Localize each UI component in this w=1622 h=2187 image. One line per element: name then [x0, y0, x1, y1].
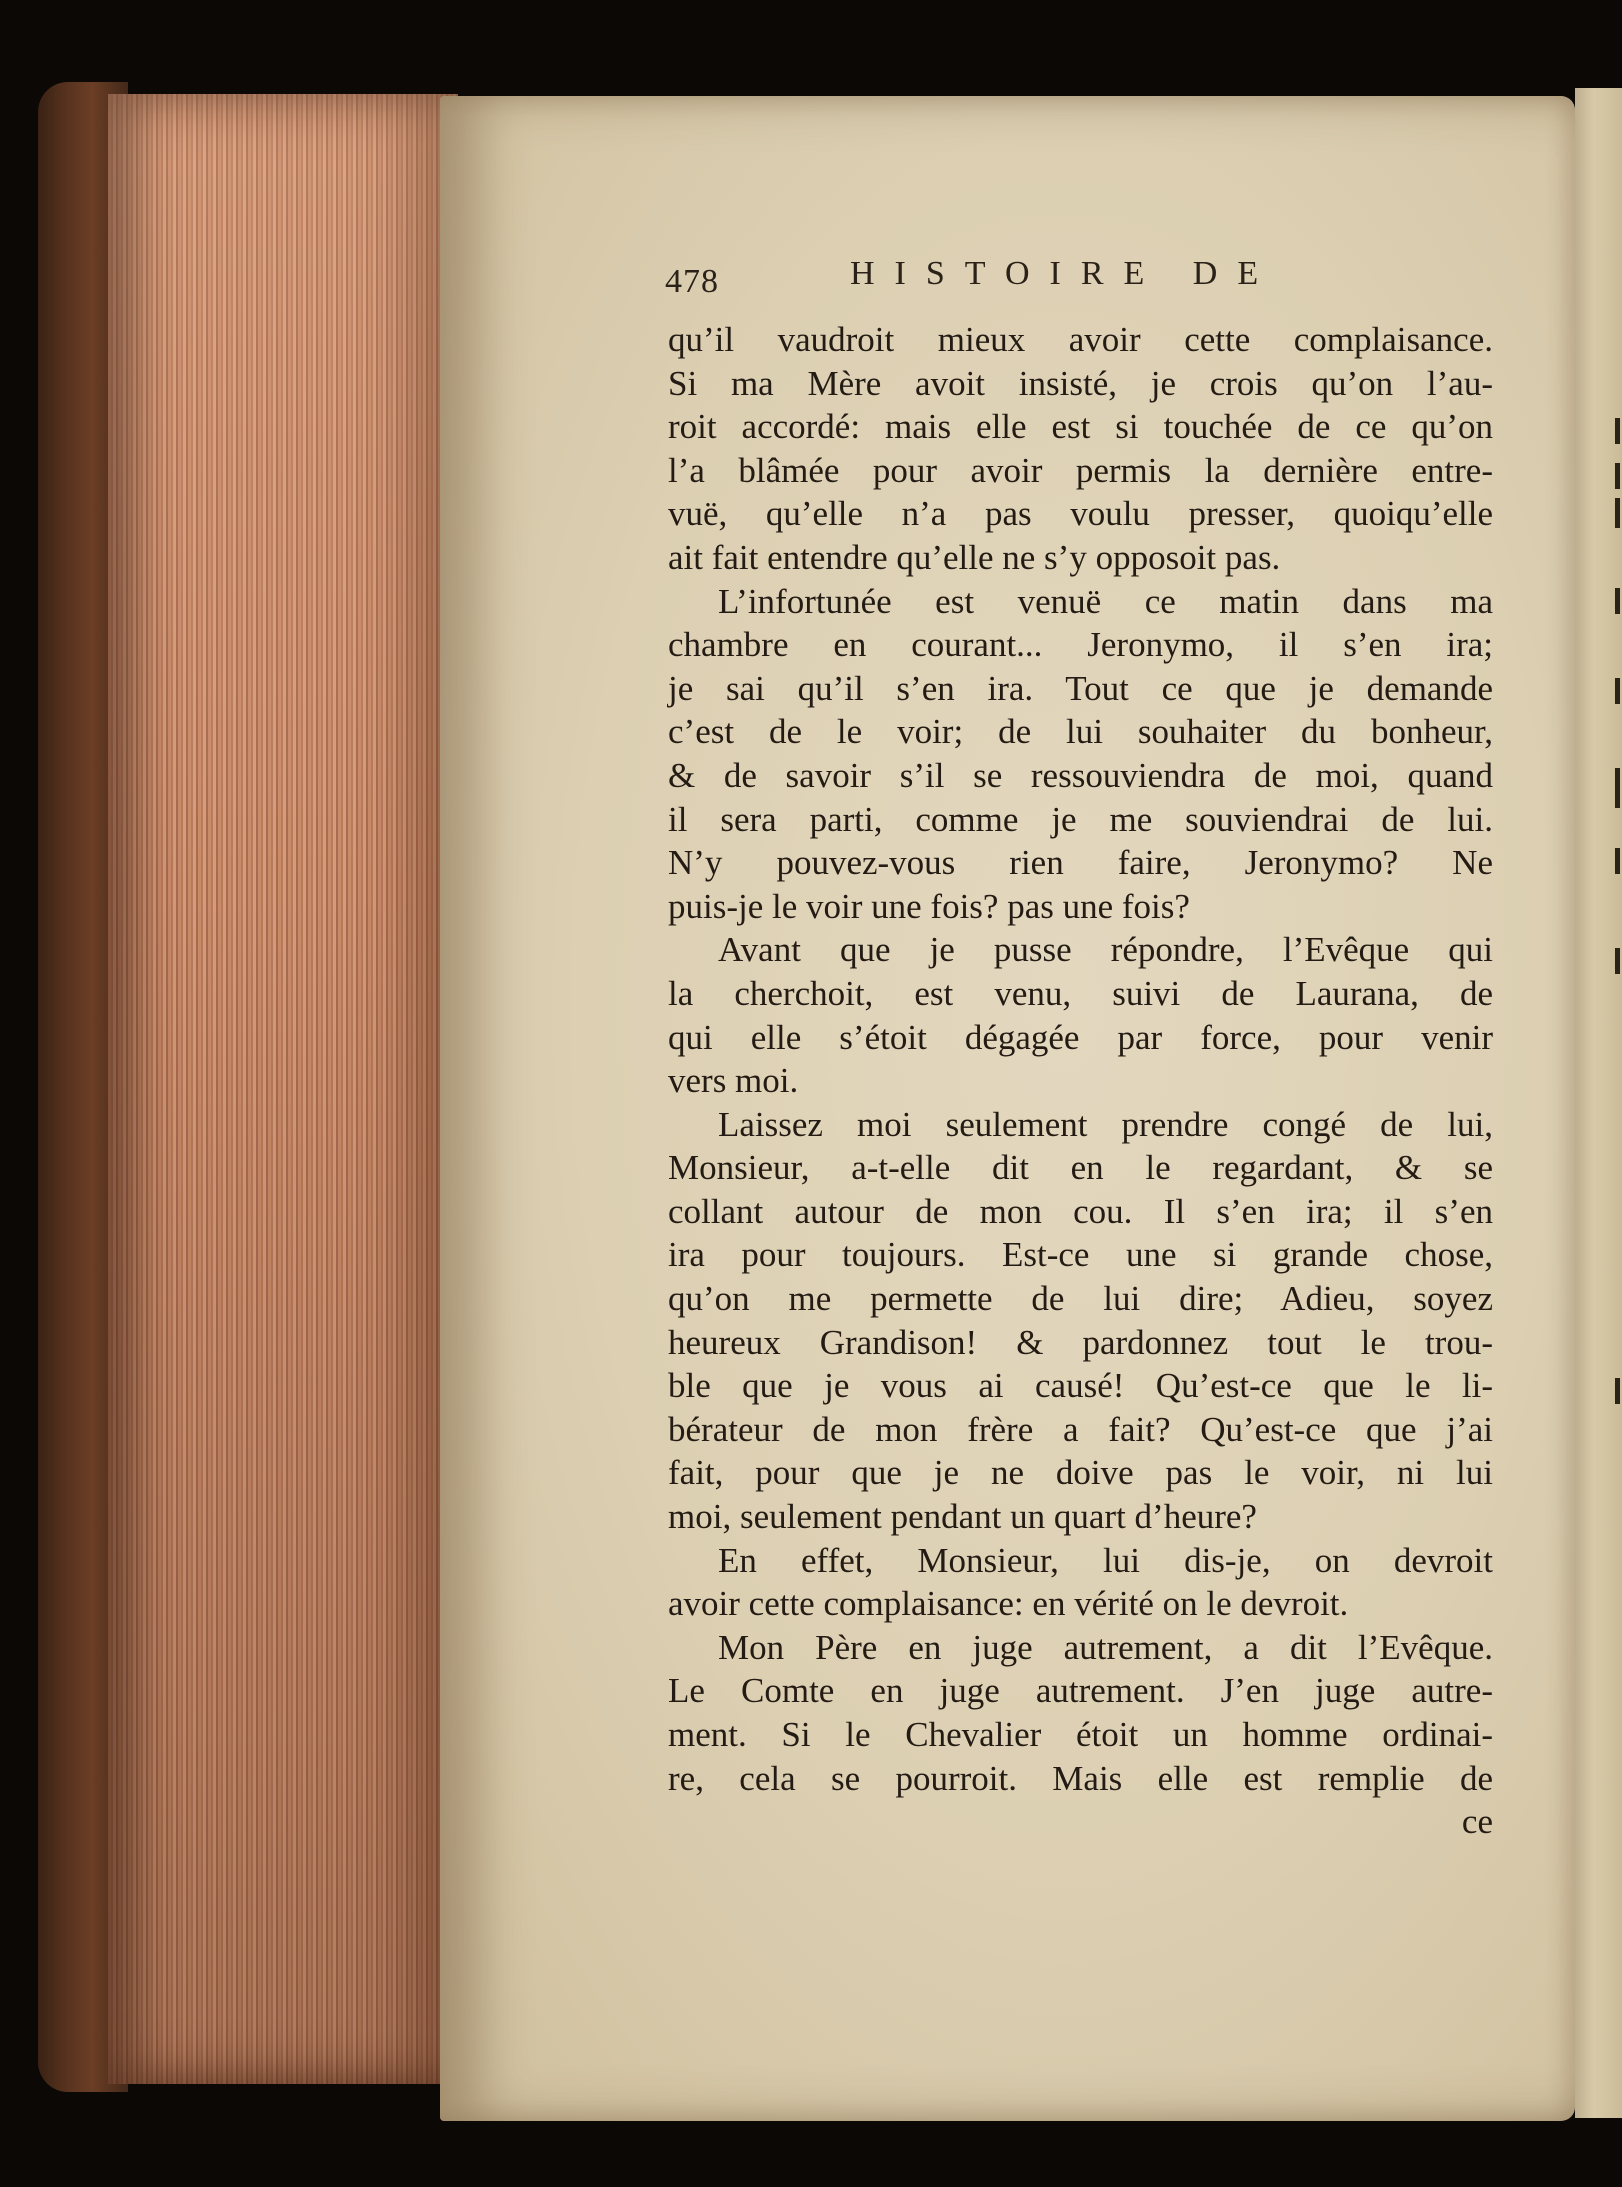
text-line: Laissez moi seulement prendre congé de lui,	[718, 1104, 1493, 1144]
text-line: qui elle s’étoit dégagée par force, pour venir	[668, 1017, 1493, 1057]
running-head: HISTOIRE DE	[850, 255, 1279, 292]
text-line: Si ma Mère avoit insisté, je crois qu’on l’au-	[668, 363, 1493, 403]
text-line: Avant que je pusse répondre, l’Evêque qui	[718, 930, 1493, 970]
text-line: Le Comte en juge autrement. J’en juge autre-	[668, 1671, 1493, 1711]
text-line: je sai qu’il s’en ira. Tout ce que je demande	[668, 668, 1493, 708]
text-line: c’est de le voir; de lui souhaiter du bonheur,	[668, 712, 1493, 752]
page-edges	[108, 94, 458, 2084]
text-line: Monsieur, a-t-elle dit en le regardant, & se	[668, 1148, 1493, 1188]
text-line: N’y pouvez-vous rien faire, Jeronymo? Ne	[668, 843, 1493, 883]
text-line: L’infortunée est venuë ce matin dans ma	[718, 581, 1493, 621]
text-line: qu’on me permette de lui dire; Adieu, soyez	[668, 1279, 1493, 1319]
text-line: la cherchoit, est venu, suivi de Laurana, de	[668, 973, 1493, 1013]
text-line: moi, seulement pendant un quart d’heure?	[668, 1497, 1257, 1537]
text-line: & de savoir s’il se ressouviendra de moi, quand	[668, 755, 1493, 795]
text-line: En effet, Monsieur, lui dis-je, on devroit	[718, 1540, 1493, 1580]
text-line: fait, pour que je ne doive pas le voir, ni lui	[668, 1453, 1493, 1493]
text-line: chambre en courant... Jeronymo, il s’en ira;	[668, 625, 1493, 665]
page-number: 478	[665, 263, 719, 300]
text-line: ble que je vous ai causé! Qu’est-ce que le li-	[668, 1366, 1493, 1406]
text-line: vuë, qu’elle n’a pas voulu presser, quoiqu’elle	[668, 494, 1493, 534]
text-line: ait fait entendre qu’elle ne s’y opposoit pas.	[668, 537, 1281, 577]
text-line: puis-je le voir une fois? pas une fois?	[668, 886, 1190, 926]
text-line: Mon Père en juge autrement, a dit l’Evêque.	[718, 1627, 1493, 1667]
text-line: roit accordé: mais elle est si touchée de ce qu’on	[668, 407, 1493, 447]
body-text	[668, 318, 1493, 1844]
page-header	[665, 255, 1525, 305]
text-line: heureux Grandison! & pardonnez tout le trou-	[668, 1322, 1493, 1362]
text-line: l’a blâmée pour avoir permis la dernière entre-	[668, 450, 1493, 490]
text-line: avoir cette complaisance: en vérité on le devroit.	[668, 1584, 1349, 1624]
catchword: ce	[1461, 1802, 1493, 1842]
text-line: re, cela se pourroit. Mais elle est remplie de	[668, 1758, 1493, 1798]
text-line: ment. Si le Chevalier étoit un homme ordinai-	[668, 1715, 1493, 1754]
text-line: qu’il vaudroit mieux avoir cette complaisance.	[668, 320, 1493, 359]
text-line: bérateur de mon frère a fait? Qu’est-ce que j’ai	[668, 1409, 1493, 1449]
text-line: il sera parti, comme je me souviendrai de lui.	[668, 799, 1493, 839]
text-line: ira pour toujours. Est-ce une si grande chose,	[668, 1235, 1493, 1275]
text-line: collant autour de mon cou. Il s’en ira; il s’en	[668, 1191, 1493, 1231]
text-line: vers moi.	[668, 1061, 799, 1101]
facing-page-edge	[1575, 88, 1622, 2118]
